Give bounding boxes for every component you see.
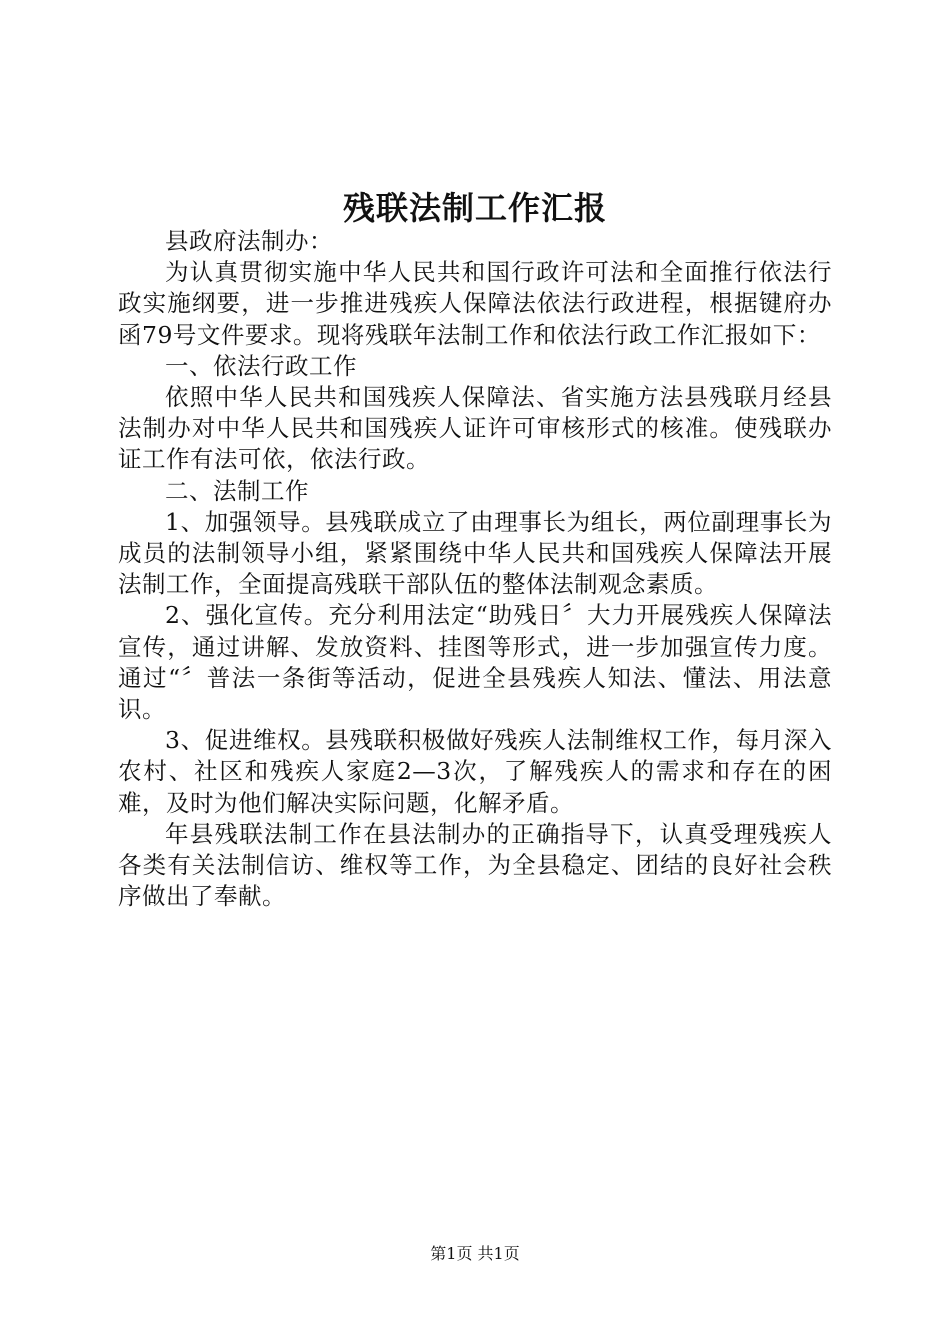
conclusion-paragraph: 年县残联法制工作在县法制办的正确指导下，认真受理残疾人各类有关法制信访、维权等工作，为全县稳定、团结的良好社会秩序做出了奉献。 (118, 819, 832, 911)
item-2-paragraph: 2、强化宣传。充分利用法定“助残日〞大力开展残疾人保障法宣传，通过讲解、发放资料、挂图等形式，进一步加强宣传力度。通过“〞普法一条街等活动，促进全县残疾人知法、懂法、用法意识。 (118, 601, 832, 724)
item-3-paragraph: 3、促进维权。县残联积极做好残疾人法制维权工作，每月深入农村、社区和残疾人家庭2—3次，了解残疾人的需求和存在的困难，及时为他们解决实际问题，化解矛盾。 (118, 726, 832, 817)
document-title: 残联法制工作汇报 (342, 189, 607, 227)
section-heading-2: 二、法制工作 (165, 476, 309, 505)
page-footer: 第1页 共1页 (430, 1244, 520, 1263)
section-1-paragraph: 依照中华人民共和国残疾人保障法、省实施方法县残联月经县法制办对中华人民共和国残疾人证许可审核形式的核准。使残联办证工作有法可依，依法行政。 (118, 383, 832, 474)
document-body (118, 226, 832, 912)
item-1-paragraph: 1、加强领导。县残联成立了由理事长为组长，两位副理事长为成员的法制领导小组，紧紧围绕中华人民共和国残疾人保障法开展法制工作，全面提高残联干部队伍的整体法制观念素质。 (118, 507, 832, 599)
section-heading-1: 一、依法行政工作 (165, 351, 357, 380)
salutation: 县政府法制办： (165, 227, 333, 255)
intro-paragraph: 为认真贯彻实施中华人民共和国行政许可法和全面推行依法行政实施纲要，进一步推进残疾人保障法依法行政进程，根据键府办函79号文件要求。现将残联年法制工作和依法行政工作汇报如下： (118, 258, 832, 349)
